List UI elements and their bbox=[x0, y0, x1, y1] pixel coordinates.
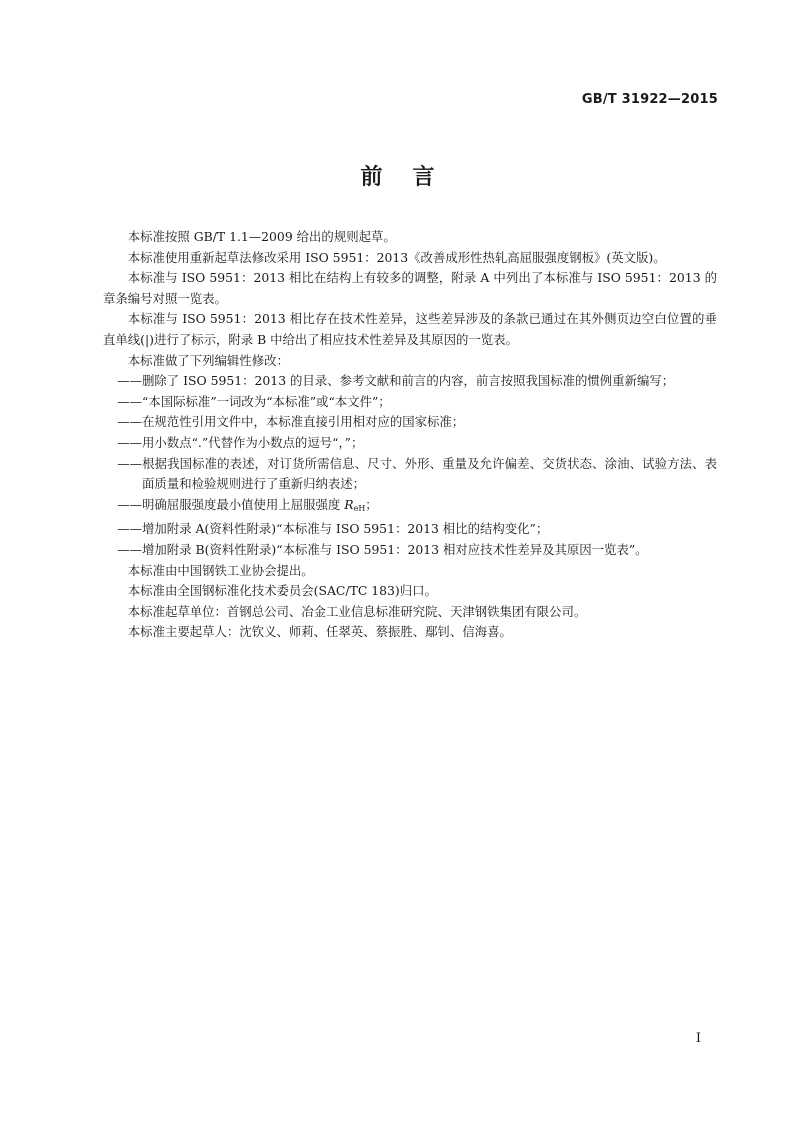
symbol-tail: ； bbox=[365, 496, 378, 512]
list-item: ——删除了 ISO 5951：2013 的目录、参考文献和前言的内容，前言按照我国标准的惯例重新编写； bbox=[117, 373, 675, 389]
paragraph: 本标准做了下列编辑性修改： bbox=[127, 352, 289, 368]
list-item: ——在规范性引用文件中，本标准直接引用相对应的国家标准； bbox=[117, 414, 465, 430]
symbol-base: R bbox=[344, 496, 354, 512]
paragraph: 本标准与 ISO 5951：2013 相比在结构上有较多的调整，附录 A 中列出了本标准与 ISO 5951：2013 的章条编号对照一览表。 bbox=[103, 270, 717, 306]
symbol-sub: eH bbox=[353, 503, 366, 513]
paragraph: 本标准主要起草人：沈钦义、师莉、任翠英、蔡振胜、鄢钊、信海喜。 bbox=[127, 624, 512, 640]
edit-list bbox=[117, 371, 717, 560]
list-item: ——“本国际标准”一词改为“本标准”或“本文件”； bbox=[117, 393, 391, 409]
list-item: ——用小数点“.”代替作为小数点的逗号“，”； bbox=[117, 434, 364, 450]
standard-code: GB/T 31922—2015 bbox=[581, 92, 718, 107]
paragraph: 本标准由中国钢铁工业协会提出。 bbox=[127, 562, 314, 578]
list-item-text: ——明确屈服强度最小值使用上屈服强度 bbox=[117, 496, 341, 512]
list-item: ——增加附录 B(资料性附录)“本标准与 ISO 5951：2013 相对应技术性差异及其原因一览表”。 bbox=[117, 541, 648, 557]
list-item bbox=[117, 495, 717, 520]
document-body bbox=[103, 227, 717, 643]
list-item: ——增加附录 A(资料性附录)“本标准与 ISO 5951：2013 相比的结构变化”； bbox=[117, 521, 549, 537]
paragraph: 本标准由全国钢标准化技术委员会(SAC/TC 183)归口。 bbox=[127, 583, 437, 599]
paragraph: 本标准使用重新起草法修改采用 ISO 5951：2013《改善成形性热轧高屈服强度钢板》(英文版)。 bbox=[127, 249, 666, 265]
page-title: 前言 bbox=[360, 165, 465, 190]
page-number: I bbox=[695, 1031, 701, 1046]
paragraph: 本标准起草单位：首钢总公司、冶金工业信息标准研究院、天津钢铁集团有限公司。 bbox=[127, 603, 587, 619]
paragraph: 本标准按照 GB/T 1.1—2009 给出的规则起草。 bbox=[127, 229, 396, 244]
list-item: ——根据我国标准的表述，对订货所需信息、尺寸、外形、重量及允许偏差、交货状态、涂油、试验方法、表面质量和检验规则进行了重新归纳表述； bbox=[117, 455, 717, 492]
paragraph: 本标准与 ISO 5951：2013 相比存在技术性差异，这些差异涉及的条款已通过在其外侧页边空白位置的垂直单线(|)进行了标示，附录 B 中给出了相应技术性差异及其原因的一览表。 bbox=[103, 311, 717, 347]
